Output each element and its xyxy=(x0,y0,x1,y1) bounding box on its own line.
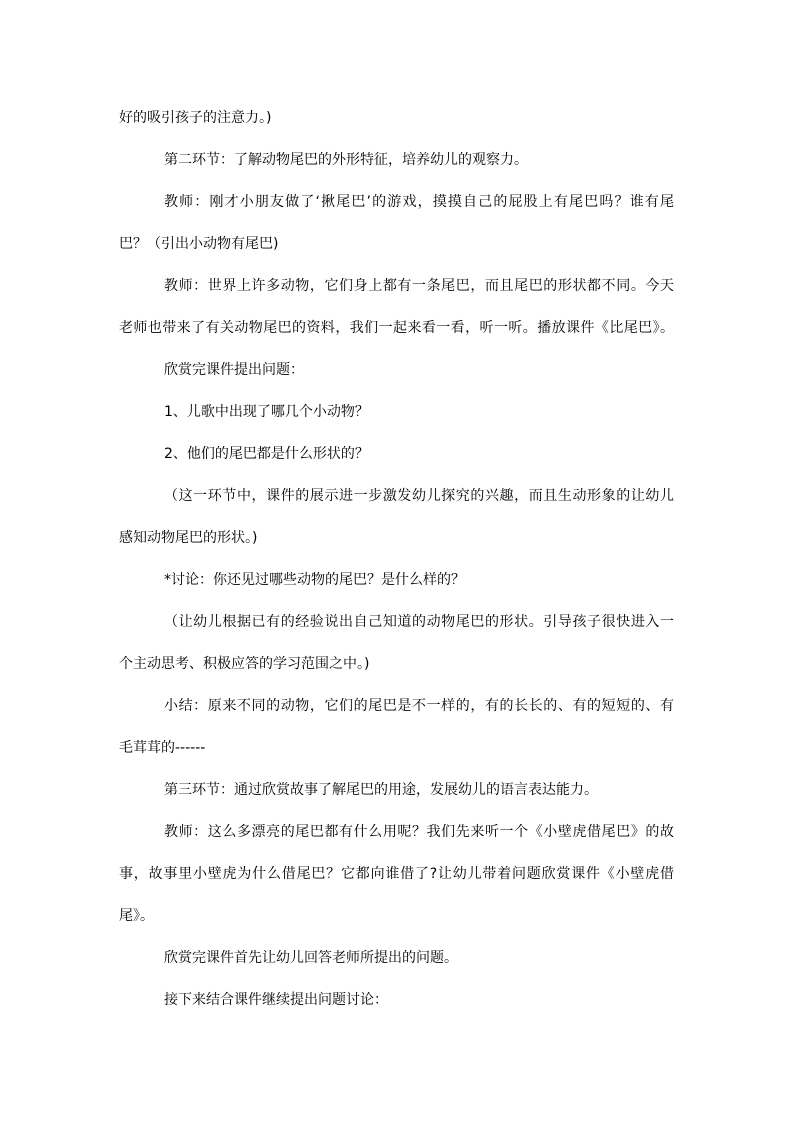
paragraph-line: 感知动物尾巴的形状。) xyxy=(119,530,258,546)
paragraph-line: 教师：刚才小朋友做了‘揪尾巴’的游戏，摸摸自己的屁股上有尾巴吗？谁有尾 xyxy=(164,194,674,210)
paragraph-line: 老师也带来了有关动物尾巴的资料，我们一起来看一看，听一听。播放课件《比尾巴》。 xyxy=(119,320,674,336)
paragraph-line: 欣赏完课件首先让幼儿回答老师所提出的问题。 xyxy=(164,950,458,966)
paragraph-line: 教师：这么多漂亮的尾巴都有什么用呢？我们先来听一个《小壁虎借尾巴》的故 xyxy=(164,824,674,840)
paragraph-line: 接下来结合课件继续提出问题讨论： xyxy=(164,992,388,1008)
paragraph-line: *讨论：你还见过哪些动物的尾巴？是什么样的？ xyxy=(164,572,465,588)
paragraph-line: 教师：世界上许多动物，它们身上都有一条尾巴，而且尾巴的形状都不同。今天 xyxy=(164,278,674,294)
paragraph-line: （让幼儿根据已有的经验说出自己知道的动物尾巴的形状。引导孩子很快进入一 xyxy=(164,614,674,630)
section-heading: 第三环节：通过欣赏故事了解尾巴的用途，发展幼儿的语言表达能力。 xyxy=(164,782,598,798)
paragraph-line: 事，故事里小壁虎为什么借尾巴？它都向谁借了?让幼儿带着问题欣赏课件《小壁虎借 xyxy=(119,866,674,882)
paragraph-line: 欣赏完课件提出问题： xyxy=(164,362,304,378)
list-item: 2、他们的尾巴都是什么形状的？ xyxy=(164,446,369,462)
paragraph-line: 毛茸茸的------ xyxy=(119,740,206,756)
paragraph-line: 小结：原来不同的动物，它们的尾巴是不一样的，有的长长的、有的短短的、有 xyxy=(164,698,674,714)
paragraph-line: 巴？（引出小动物有尾巴) xyxy=(119,236,279,252)
paragraph-line: 好的吸引孩子的注意力。) xyxy=(119,110,272,126)
paragraph-line: 个主动思考、积极应答的学习范围之中。) xyxy=(119,656,370,672)
section-heading: 第二环节：了解动物尾巴的外形特征，培养幼儿的观察力。 xyxy=(164,152,528,168)
list-item: 1、儿歌中出现了哪几个小动物？ xyxy=(164,404,369,420)
paragraph-line: 尾》。 xyxy=(119,908,154,924)
paragraph-line: （这一环节中，课件的展示进一步激发幼儿探究的兴趣，而且生动形象的让幼儿 xyxy=(164,488,674,504)
